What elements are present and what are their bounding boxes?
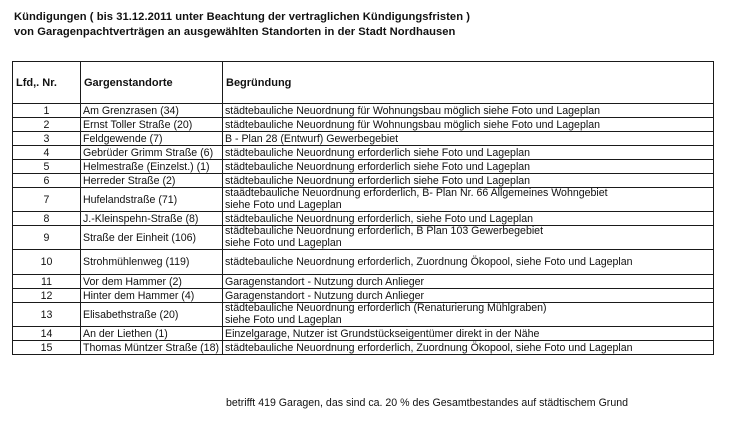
- begruendung-line: städtebauliche Neuordnung erforderlich siehe Foto und Lageplan: [225, 160, 531, 173]
- row-begruendung: [223, 212, 714, 226]
- table-row: [13, 118, 714, 132]
- row-standort: Hufelandstraße (71): [81, 188, 223, 212]
- row-number: 9: [13, 226, 81, 250]
- begruendung-line: siehe Foto und Lageplan: [225, 313, 342, 326]
- table-row: [13, 160, 714, 174]
- begruendung-line: siehe Foto und Lageplan: [225, 236, 342, 249]
- table-row: [13, 212, 714, 226]
- table-row: [13, 250, 714, 275]
- row-standort: Vor dem Hammer (2): [81, 275, 223, 289]
- begruendung-line: städtebauliche Neuordnung erforderlich (Renaturierung Mühlgraben): [225, 302, 547, 314]
- document-title-line-2: von Garagenpachtverträgen an ausgewählten Standorten in der Stadt Nordhausen: [14, 26, 456, 38]
- row-standort: Herreder Straße (2): [81, 174, 223, 188]
- begruendung-line: städtebauliche Neuordnung erforderlich, Zuordnung Ökopool, siehe Foto und Lageplan: [225, 256, 633, 268]
- row-begruendung: [223, 146, 714, 160]
- begruendung-line: Garagenstandort - Nutzung durch Anlieger: [225, 275, 425, 288]
- row-standort: Straße der Einheit (106): [81, 226, 223, 250]
- row-begruendung: [223, 275, 714, 289]
- row-standort: Helmestraße (Einzelst.) (1): [81, 160, 223, 174]
- table-row: [13, 188, 714, 212]
- row-begruendung: [223, 132, 714, 146]
- begruendung-line: städtebauliche Neuordnung für Wohnungsbau möglich siehe Foto und Lageplan: [225, 118, 600, 131]
- row-standort: Strohmühlenweg (119): [81, 250, 223, 275]
- row-number: 8: [13, 212, 81, 226]
- row-number: 5: [13, 160, 81, 174]
- header-standorte: Gargenstandorte: [81, 62, 223, 104]
- row-begruendung: [223, 188, 714, 212]
- row-number: 12: [13, 289, 81, 303]
- row-standort: Thomas Müntzer Straße (18): [81, 341, 223, 355]
- begruendung-line: städtebauliche Neuordnung erforderlich, siehe Foto und Lageplan: [225, 212, 534, 225]
- row-begruendung: [223, 226, 714, 250]
- begruendung-line: siehe Foto und Lageplan: [225, 198, 342, 211]
- begruendung-line: Einzelgarage, Nutzer ist Grundstückseigentümer direkt in der Nähe: [225, 327, 540, 340]
- row-standort: Hinter dem Hammer (4): [81, 289, 223, 303]
- begruendung-line: städtebauliche Neuordnung erforderlich, Zuordnung Ökopool, siehe Foto und Lageplan: [225, 341, 633, 354]
- table-row: [13, 327, 714, 341]
- row-standort: Elisabethstraße (20): [81, 303, 223, 327]
- table-row: [13, 132, 714, 146]
- begruendung-line: städtebauliche Neuordnung erforderlich, B Plan 103 Gewerbegebiet: [225, 225, 544, 237]
- row-begruendung: [223, 303, 714, 327]
- row-number: 1: [13, 104, 81, 118]
- table-header-row: [13, 62, 714, 104]
- row-number: 2: [13, 118, 81, 132]
- row-number: 11: [13, 275, 81, 289]
- row-begruendung: [223, 174, 714, 188]
- row-begruendung: [223, 104, 714, 118]
- document-title-line-1: Kündigungen ( bis 31.12.2011 unter Beachtung der vertraglichen Kündigungsfristen ): [14, 11, 471, 23]
- row-number: 15: [13, 341, 81, 355]
- begruendung-line: städtebauliche Neuordnung für Wohnungsbau möglich siehe Foto und Lageplan: [225, 104, 600, 117]
- begruendung-line: staädtebauliche Neuordnung erforderlich, B- Plan Nr. 66 Allgemeines Wohngebiet: [225, 187, 608, 199]
- row-standort: An der Liethen (1): [81, 327, 223, 341]
- row-standort: Am Grenzrasen (34): [81, 104, 223, 118]
- row-number: 6: [13, 174, 81, 188]
- row-begruendung: [223, 160, 714, 174]
- header-lfd-nr: Lfd,. Nr.: [13, 62, 81, 104]
- row-number: 3: [13, 132, 81, 146]
- row-number: 7: [13, 188, 81, 212]
- table-row: [13, 104, 714, 118]
- begruendung-line: städtebauliche Neuordnung erforderlich siehe Foto und Lageplan: [225, 146, 531, 159]
- table-row: [13, 226, 714, 250]
- row-standort: Ernst Toller Straße (20): [81, 118, 223, 132]
- row-begruendung: [223, 327, 714, 341]
- row-number: 10: [13, 250, 81, 275]
- table-row: [13, 341, 714, 355]
- table-row: [13, 146, 714, 160]
- row-begruendung: [223, 250, 714, 275]
- begruendung-line: städtebauliche Neuordnung erforderlich siehe Foto und Lageplan: [225, 174, 531, 187]
- row-begruendung: [223, 289, 714, 303]
- table-row: [13, 174, 714, 188]
- garage-termination-table: [12, 61, 714, 355]
- row-number: 4: [13, 146, 81, 160]
- footnote-summary: betrifft 419 Garagen, das sind ca. 20 % des Gesamtbestandes auf städtischem Grund: [226, 397, 629, 409]
- begruendung-line: B - Plan 28 (Entwurf) Gewerbegebiet: [225, 132, 399, 145]
- header-begruendung: Begründung: [223, 62, 714, 104]
- table-row: [13, 303, 714, 327]
- table-row: [13, 275, 714, 289]
- begruendung-line: Garagenstandort - Nutzung durch Anlieger: [225, 289, 425, 302]
- table-row: [13, 289, 714, 303]
- row-begruendung: [223, 118, 714, 132]
- row-standort: J.-Kleinspehn-Straße (8): [81, 212, 223, 226]
- row-standort: Feldgewende (7): [81, 132, 223, 146]
- row-number: 14: [13, 327, 81, 341]
- table-body: [13, 104, 714, 355]
- row-standort: Gebrüder Grimm Straße (6): [81, 146, 223, 160]
- row-number: 13: [13, 303, 81, 327]
- row-begruendung: [223, 341, 714, 355]
